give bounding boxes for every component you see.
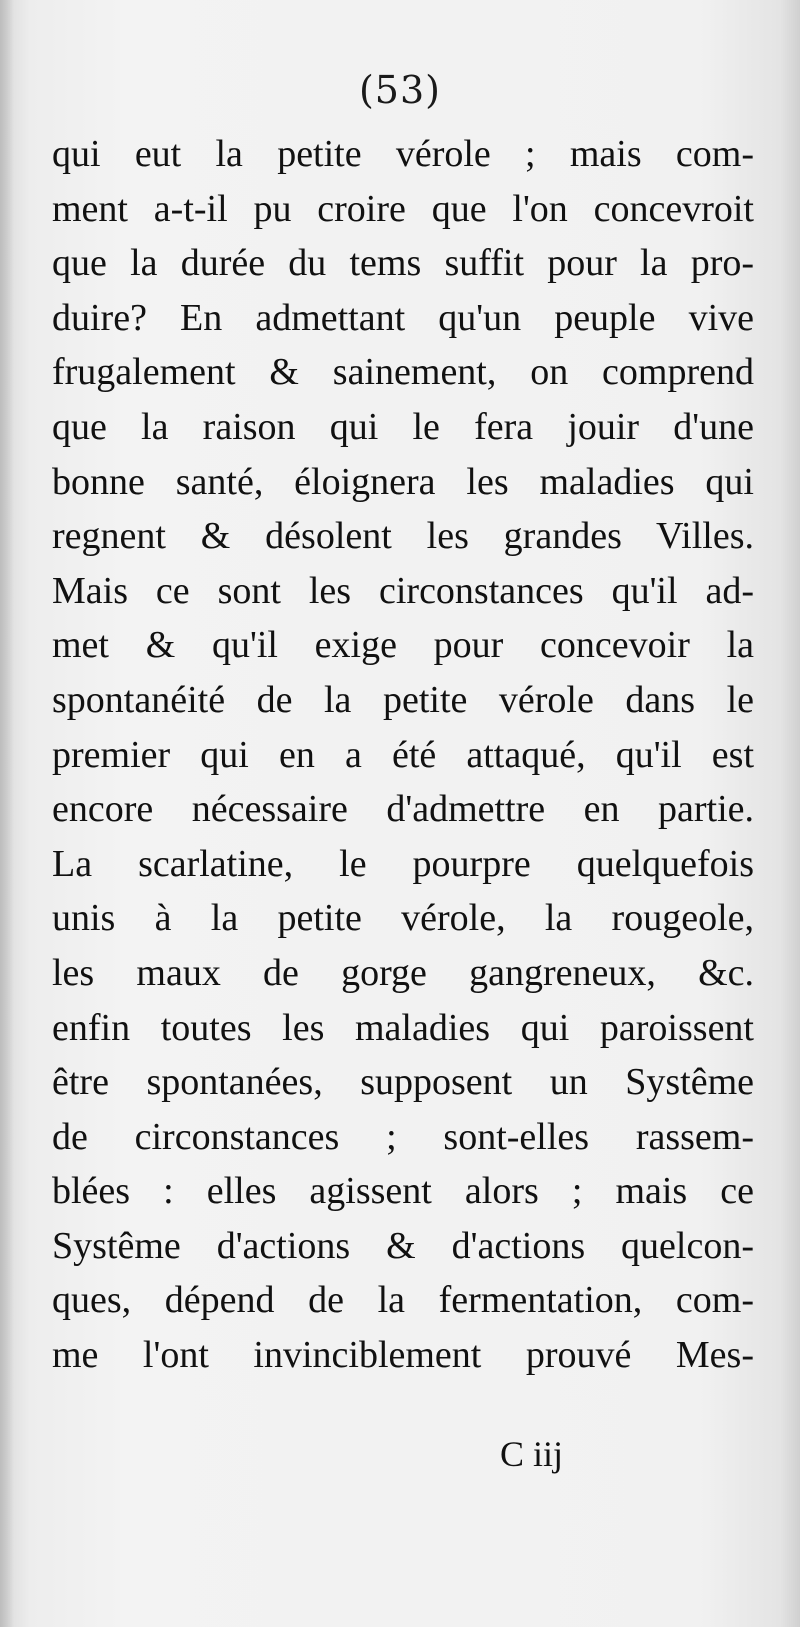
text-line: enfin toutes les maladies qui paroissent (52, 1006, 754, 1049)
text-line: spontanéité de la petite vérole dans le (52, 678, 754, 721)
text-line: unis à la petite vérole, la rougeole, (52, 897, 754, 940)
text-line: ques, dépend de la fermentation, com- (52, 1279, 754, 1322)
text-line: blées : elles agissent alors ; mais ce (52, 1170, 754, 1213)
text-line: met & qu'il exige pour concevoir la (52, 624, 754, 667)
text-line: La scarlatine, le pourpre quelquefois (52, 842, 754, 885)
text-line: ment a-t-il pu croire que l'on concevroit (52, 187, 754, 230)
body-text (52, 127, 754, 1383)
page-number: (53) (358, 68, 441, 112)
text-line: bonne santé, éloignera les maladies qui (52, 460, 754, 503)
text-line: qui eut la petite vérole ; mais com- (52, 133, 754, 175)
text-line: de circonstances ; sont-elles rassem- (52, 1115, 754, 1158)
text-line: les maux de gorge gangreneux, &c. (52, 951, 754, 994)
text-line: Mais ce sont les circonstances qu'il ad- (52, 569, 754, 612)
text-line: que la raison qui le fera jouir d'une (52, 405, 754, 448)
text-line: encore nécessaire d'admettre en partie. (52, 788, 754, 831)
page-gutter-shadow (0, 0, 14, 1627)
signature-mark: C iij (500, 1434, 564, 1474)
text-line: duire? En admettant qu'un peuple vive (52, 296, 754, 339)
text-line: être spontanées, supposent un Systême (52, 1061, 754, 1104)
text-line: premier qui en a été attaqué, qu'il est (52, 733, 754, 776)
text-line: Systême d'actions & d'actions quelcon- (52, 1224, 754, 1267)
text-line: que la durée du tems suffit pour la pro- (52, 242, 754, 285)
text-line: regnent & désolent les grandes Villes. (52, 515, 754, 558)
text-line: me l'ont invinciblement prouvé Mes- (52, 1334, 754, 1377)
text-line: frugalement & sainement, on comprend (52, 351, 754, 394)
